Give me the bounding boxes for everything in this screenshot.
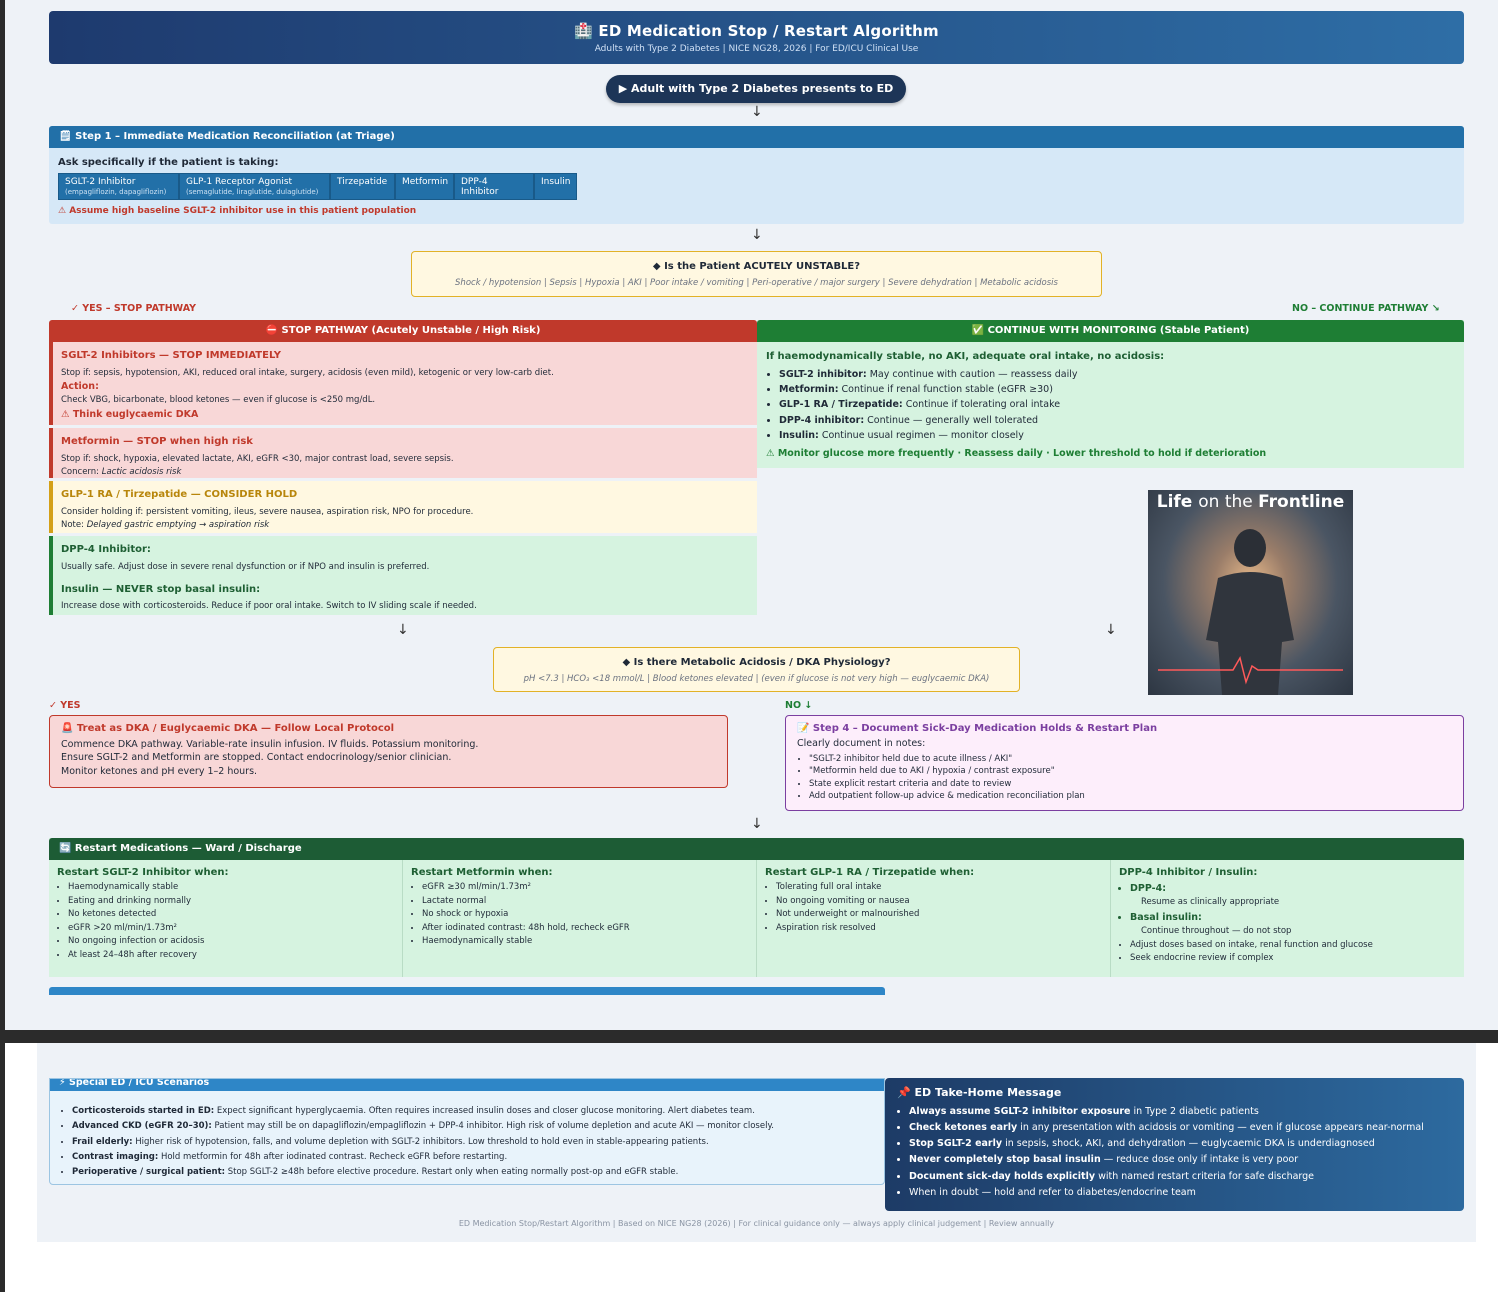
page-separator bbox=[5, 1030, 1498, 1043]
step1-warning: ⚠ Assume high baseline SGLT-2 inhibitor use in this patient population bbox=[58, 206, 417, 216]
special-title: ⚡ Special ED / ICU Scenarios bbox=[50, 1079, 884, 1091]
brand-wordmark: Life on the Frontline bbox=[1156, 492, 1345, 512]
restart-sglt2-column bbox=[49, 860, 403, 977]
list-item: • Eating and drinking normally bbox=[68, 895, 394, 909]
chip-insulin: Insulin bbox=[534, 173, 577, 200]
continue-monitor-note: ⚠ Monitor glucose more frequently · Reassess daily · Lower threshold to hold if deterioration bbox=[766, 447, 1267, 459]
list-item: Resume as clinically appropriate bbox=[1141, 897, 1280, 908]
no-dka-label: NO ↓ bbox=[785, 700, 813, 711]
dpp4-text: Usually safe. Adjust dose in severe renal dysfunction or if NPO and insulin is preferred. bbox=[61, 561, 430, 572]
page-subtitle: Adults with Type 2 Diabetes | NICE NG28, 2026 | For ED/ICU Clinical Use bbox=[594, 44, 919, 54]
list-item: • Not underweight or malnourished bbox=[776, 908, 1102, 922]
decision-unstable-question: ◆ Is the Patient ACUTELY UNSTABLE? bbox=[652, 261, 861, 272]
restart-glp1-column bbox=[757, 860, 1111, 977]
yes-stop-label: ✓ YES – STOP PATHWAY bbox=[71, 303, 197, 314]
list-item: • Metformin: Continue if renal function stable (eGFR ≥30) bbox=[779, 382, 1464, 397]
list-item: • Perioperative / surgical patient: Stop SGLT-2 ≥48h before elective procedure. Restart only when eating normally post-op and eGFR stable. bbox=[72, 1165, 884, 1180]
start-node: ▶ Adult with Type 2 Diabetes presents to ED bbox=[606, 75, 906, 103]
metformin-stop-criteria: Stop if: shock, hypoxia, elevated lactate, AKI, eGFR <30, major contrast load, severe sepsis. bbox=[61, 453, 454, 464]
list-item: • At least 24–48h after recovery bbox=[68, 949, 394, 963]
list-item: • Tolerating full oral intake bbox=[776, 881, 1102, 895]
continue-list bbox=[779, 367, 1464, 443]
special-scenarios-panel bbox=[49, 1078, 885, 1185]
down-arrow-icon: ↓ bbox=[751, 104, 763, 120]
step1-panel bbox=[49, 126, 1464, 224]
clinician-silhouette-icon bbox=[1148, 490, 1353, 695]
list-item: • Adjust doses based on intake, renal function and glucose bbox=[1130, 939, 1456, 953]
continue-pathway-title: ✅ CONTINUE WITH MONITORING (Stable Patient) bbox=[757, 320, 1464, 342]
step1-title: 🗒 Step 1 – Immediate Medication Reconciliation (at Triage) bbox=[49, 126, 1464, 148]
dka-treatment-box bbox=[49, 715, 728, 788]
take-home-title: 📌 ED Take-Home Message bbox=[897, 1086, 1062, 1099]
list-item: • No ketones detected bbox=[68, 908, 394, 922]
down-arrow-icon: ↓ bbox=[1105, 622, 1117, 638]
list-item: • Frail elderly: Higher risk of hypotension, falls, and volume depletion with SGLT-2 inhibitors. Low threshold to hold even in stable-appearing patients. bbox=[72, 1135, 884, 1150]
restart-title: 🔄 Restart Medications — Ward / Discharge bbox=[49, 838, 1464, 860]
restart-metformin-column bbox=[403, 860, 757, 977]
list-item: • When in doubt — hold and refer to diabetes/endocrine team bbox=[909, 1185, 1452, 1201]
continue-pathway bbox=[757, 320, 1464, 468]
list-item: • Never completely stop basal insulin — reduce dose only if intake is very poor bbox=[909, 1152, 1452, 1168]
sglt2-stop-block bbox=[49, 342, 757, 425]
decision-acidosis-criteria: pH <7.3 | HCO₃ <18 mmol/L | Blood ketones elevated | (even if glucose is not very high — euglycaemic DKA) bbox=[523, 674, 990, 684]
glp1-note: Note: Delayed gastric emptying → aspiration risk bbox=[61, 519, 270, 530]
down-arrow-icon: ↓ bbox=[751, 227, 763, 243]
dka-line: Monitor ketones and pH every 1–2 hours. bbox=[61, 765, 258, 777]
special-panel-header-cut bbox=[49, 987, 885, 995]
list-item: • Add outpatient follow-up advice & medication reconciliation plan bbox=[809, 790, 1452, 802]
continue-condition: If haemodynamically stable, no AKI, adequate oral intake, no acidosis: bbox=[766, 351, 1165, 362]
list-item: • Insulin: Continue usual regimen — monitor closely bbox=[779, 428, 1464, 443]
stop-pathway bbox=[49, 320, 757, 618]
page-1 bbox=[5, 0, 1498, 1030]
down-arrow-icon: ↓ bbox=[397, 622, 409, 638]
list-item: • Advanced CKD (eGFR 20–30): Patient may still be on dapagliflozin/empagliflozin + DPP-4 inhibitor. High risk of volume depletion and acute AKI — monitor closely. bbox=[72, 1119, 884, 1134]
dka-line: Ensure SGLT-2 and Metformin are stopped. Contact endocrinology/senior clinician. bbox=[61, 752, 452, 764]
frontline-logo-image bbox=[1148, 490, 1353, 695]
dpp4-insulin-block bbox=[49, 536, 757, 615]
list-item: • No ongoing infection or acidosis bbox=[68, 935, 394, 949]
page-2 bbox=[5, 1043, 1498, 1292]
list-item: • "Metformin held due to AKI / hypoxia / contrast exposure" bbox=[809, 765, 1452, 777]
list-item: • No ongoing vomiting or nausea bbox=[776, 895, 1102, 909]
dka-line: Commence DKA pathway. Variable-rate insulin infusion. IV fluids. Potassium monitoring. bbox=[61, 739, 479, 750]
sglt2-action-label: Action: bbox=[61, 380, 99, 392]
page-title: 🏥 ED Medication Stop / Restart Algorithm bbox=[574, 22, 939, 40]
step4-intro: Clearly document in notes: bbox=[797, 738, 926, 749]
list-item: • Haemodynamically stable bbox=[422, 935, 748, 949]
decision-unstable-criteria: Shock / hypotension | Sepsis | Hypoxia | AKI | Poor intake / vomiting | Peri-operative / major surgery | Severe dehydration | Metabolic acidosis bbox=[455, 278, 1058, 288]
restart-metformin-heading: Restart Metformin when: bbox=[411, 867, 553, 878]
insulin-heading: Insulin — NEVER stop basal insulin: bbox=[61, 583, 261, 595]
list-item: • Aspiration risk resolved bbox=[776, 922, 1102, 936]
glp1-hold-block bbox=[49, 481, 757, 533]
list-item: • eGFR ≥30 ml/min/1.73m² bbox=[422, 881, 748, 895]
decision-acidosis-question: ◆ Is there Metabolic Acidosis / DKA Physiology? bbox=[622, 657, 891, 668]
list-item: Continue throughout — do not stop bbox=[1141, 925, 1292, 936]
list-item: • After iodinated contrast: 48h hold, recheck eGFR bbox=[422, 922, 748, 936]
stop-pathway-title: ⛔ STOP PATHWAY (Acutely Unstable / High Risk) bbox=[49, 320, 757, 342]
dka-title: 🚨 Treat as DKA / Euglycaemic DKA — Follow Local Protocol bbox=[61, 723, 395, 734]
list-item: • Contrast imaging: Hold metformin for 48h after iodinated contrast. Recheck eGFR before restarting. bbox=[72, 1150, 884, 1165]
list-item: • Haemodynamically stable bbox=[68, 881, 394, 895]
restart-sglt2-heading: Restart SGLT-2 Inhibitor when: bbox=[57, 867, 229, 878]
list-item: • Stop SGLT-2 early in sepsis, shock, AKI, and dehydration — euglycaemic DKA is underdiagnosed bbox=[909, 1136, 1452, 1152]
list-item: • GLP-1 RA / Tirzepatide: Continue if tolerating oral intake bbox=[779, 397, 1464, 412]
list-item: • Basal insulin: bbox=[1130, 910, 1456, 925]
step4-list bbox=[809, 753, 1452, 802]
glp1-hold-criteria: Consider holding if: persistent vomiting, ileus, severe nausea, aspiration risk, NPO for procedure. bbox=[61, 506, 474, 517]
chip-tirzepatide: Tirzepatide bbox=[330, 173, 395, 200]
list-item: • State explicit restart criteria and date to review bbox=[809, 778, 1452, 790]
restart-dpp4-insulin-column bbox=[1111, 860, 1464, 977]
decision-acidosis bbox=[493, 647, 1020, 692]
restart-panel bbox=[49, 838, 1464, 977]
chip-sglt2: SGLT-2 Inhibitor (empagliflozin, dapagliflozin) bbox=[58, 173, 179, 200]
list-item: • eGFR >20 ml/min/1.73m² bbox=[68, 922, 394, 936]
step4-box bbox=[785, 715, 1464, 811]
sglt2-action-text: Check VBG, bicarbonate, blood ketones — even if glucose is <250 mg/dL. bbox=[61, 395, 376, 406]
yes-dka-label: ✓ YES bbox=[49, 700, 81, 711]
metformin-stop-block bbox=[49, 428, 757, 478]
list-item: • Document sick-day holds explicitly with named restart criteria for safe discharge bbox=[909, 1169, 1452, 1185]
down-arrow-icon: ↓ bbox=[751, 816, 763, 832]
step4-title: 📝 Step 4 – Document Sick-Day Medication Holds & Restart Plan bbox=[797, 723, 1158, 734]
glp1-hold-heading: GLP-1 RA / Tirzepatide — CONSIDER HOLD bbox=[61, 489, 298, 500]
sglt2-stop-criteria: Stop if: sepsis, hypotension, AKI, reduced oral intake, surgery, acidosis (even mild), ketogenic or very low-carb diet. bbox=[61, 367, 554, 378]
sglt2-euglycaemic-warning: ⚠ Think euglycaemic DKA bbox=[61, 408, 199, 420]
metformin-concern: Concern: Lactic acidosis risk bbox=[61, 466, 182, 477]
chip-glp1: GLP-1 Receptor Agonist (semaglutide, liraglutide, dulaglutide) bbox=[179, 173, 330, 200]
list-item: • Seek endocrine review if complex bbox=[1130, 952, 1456, 966]
list-item: • DPP-4: bbox=[1130, 881, 1456, 896]
no-continue-label: NO – CONTINUE PATHWAY ↘ bbox=[1292, 303, 1440, 314]
dpp4-heading: DPP-4 Inhibitor: bbox=[61, 544, 151, 555]
list-item: • Always assume SGLT-2 inhibitor exposure in Type 2 diabetic patients bbox=[909, 1104, 1452, 1120]
metformin-stop-heading: Metformin — STOP when high risk bbox=[61, 436, 253, 447]
chip-dpp4: DPP-4 Inhibitor bbox=[454, 173, 534, 200]
chip-metformin: Metformin bbox=[395, 173, 454, 200]
list-item: • SGLT-2 inhibitor: May continue with caution — reassess daily bbox=[779, 367, 1464, 382]
restart-dpp4-heading: DPP-4 Inhibitor / Insulin: bbox=[1119, 867, 1258, 878]
header-banner bbox=[49, 11, 1464, 64]
insulin-text: Increase dose with corticosteroids. Reduce if poor oral intake. Switch to IV sliding scale if needed. bbox=[61, 601, 477, 612]
list-item: • No shock or hypoxia bbox=[422, 908, 748, 922]
list-item: • "SGLT-2 inhibitor held due to acute illness / AKI" bbox=[809, 753, 1452, 765]
sglt2-stop-heading: SGLT-2 Inhibitors — STOP IMMEDIATELY bbox=[61, 350, 282, 361]
list-item: • Check ketones early in any presentation with acidosis or vomiting — even if glucose appears near-normal bbox=[909, 1120, 1452, 1136]
list-item: • Lactate normal bbox=[422, 895, 748, 909]
take-home-panel bbox=[885, 1078, 1464, 1211]
step1-ask: Ask specifically if the patient is taking: bbox=[58, 157, 279, 168]
list-item: • DPP-4 inhibitor: Continue — generally well tolerated bbox=[779, 413, 1464, 428]
restart-glp1-heading: Restart GLP-1 RA / Tirzepatide when: bbox=[765, 867, 975, 878]
medication-chips bbox=[58, 173, 1464, 200]
list-item: • Corticosteroids started in ED: Expect significant hyperglycaemia. Often requires increased insulin doses and closer glucose monitoring. Alert diabetes team. bbox=[72, 1104, 884, 1119]
decision-unstable bbox=[411, 251, 1102, 297]
footer-note: ED Medication Stop/Restart Algorithm | Based on NICE NG28 (2026) | For clinical guidance only — always apply clinical judgement | Review annually bbox=[458, 1219, 1055, 1228]
